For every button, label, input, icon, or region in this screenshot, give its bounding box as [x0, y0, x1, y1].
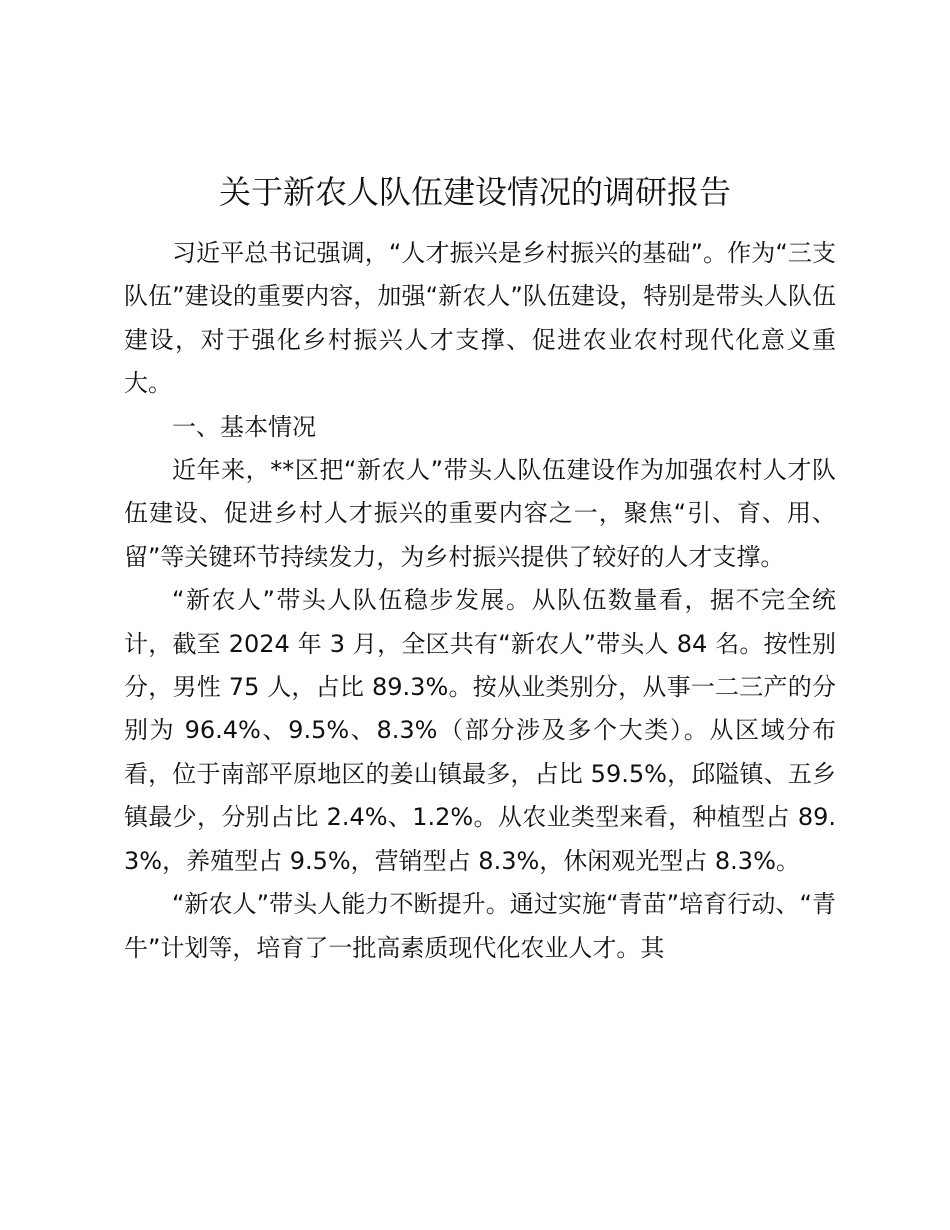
- document-body: [124, 232, 836, 970]
- document-title: 关于新农人队伍建设情况的调研报告: [218, 173, 731, 211]
- overview-paragraph: 近年来，**区把“新农人”带头人队伍建设作为加强农村人才队伍建设、促进乡村人才振兴的重要内容之一，聚焦“引、育、用、留”等关键环节持续发力，为乡村振兴提供了较好的人才支撑。: [124, 456, 836, 571]
- intro-paragraph: 习近平总书记强调，“人才振兴是乡村振兴的基础”。作为“三支队伍”建设的重要内容，加强“新农人”队伍建设，特别是带头人队伍建设，对于强化乡村振兴人才支撑、促进农业农村现代化意义重大。: [124, 239, 836, 398]
- team-development-paragraph: “新农人”带头人队伍稳步发展。从队伍数量看，据不完全统计，截至 2024 年 3 月，全区共有“新农人”带头人 84 名。按性别分，男性 75 人，占比 89.3%。按从业类别分，从事一二三产的分别为 96.4%、9.5%、8.3%（部分涉及多个大类）。从区域分布看，位于南部平原地区的姜山镇最多，占比 59.5%，邱隘镇、五乡镇最少，分别占比 2.4%、1.2%。从农业类型来看，种植型占 89.3%，养殖型占 9.5%，营销型占 8.3%，休闲观光型占 8.3%。: [124, 586, 836, 875]
- section-heading: 一、基本情况: [172, 412, 316, 441]
- ability-improvement-paragraph: “新农人”带头人能力不断提升。通过实施“青苗”培育行动、“青牛”计划等，培育了一批高素质现代化农业人才。其: [124, 890, 836, 962]
